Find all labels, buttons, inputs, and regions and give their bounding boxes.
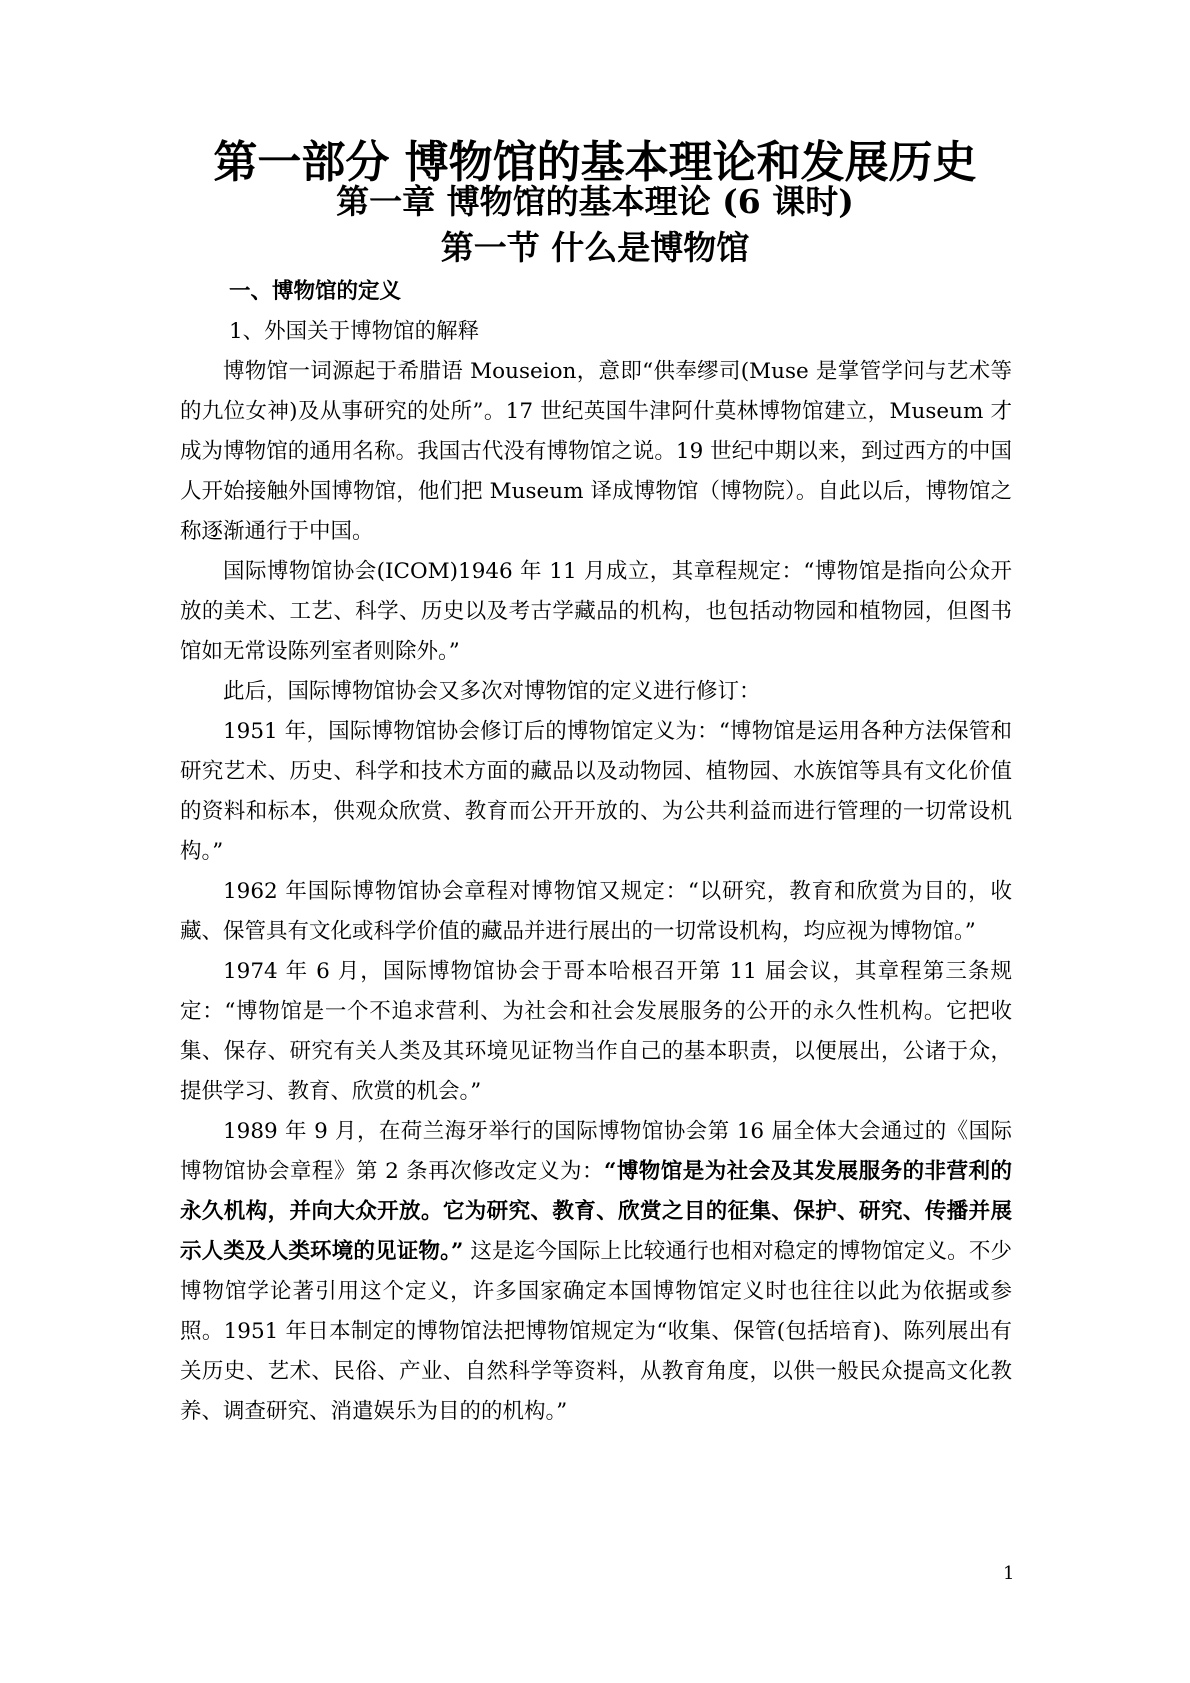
paragraph-1962: 1962 年国际博物馆协会章程对博物馆又规定：“以研究，教育和欣赏为目的，收藏、保管具有文化或科学价值的藏品并进行展出的一切常设机构，均应视为博物馆。” [180,879,1012,944]
paragraph-1974: 1974 年 6 月，国际博物馆协会于哥本哈根召开第 11 届会议，其章程第三条规定：“博物馆是一个不追求营利、为社会和社会发展服务的公开的永久性机构。它把收集、保存、研究有关人类及其环境见证物当作自己的基本职责，以便展出，公诸于众，提供学习、教育、欣赏的机会。” [180,959,1012,1104]
section-title: 第一节 什么是博物馆 [440,228,750,267]
subheading-foreign: 1、外国关于博物馆的解释 [229,319,480,344]
part-title: 第一部分 博物馆的基本理论和发展历史 [213,137,977,188]
paragraph-origin: 博物馆一词源起于希腊语 Mouseion，意即“供奉缪司(Muse 是掌管学问与艺术等的九位女神)及从事研究的处所”。17 世纪英国牛津阿什莫林博物馆建立，Museum 才成为博物馆的通用名称。我国古代没有博物馆之说。19 世纪中期以来，到过西方的中国人开始接触外国博物馆，他们把 Museum 译成博物馆（博物院）。自此以后，博物馆之称逐渐通行于中国。 [180,359,1012,544]
paragraph-1989 [180,1112,1012,1432]
paragraph-icom-1946: 国际博物馆协会(ICOM)1946 年 11 月成立，其章程规定：“博物馆是指向公众开放的美术、工艺、科学、历史以及考古学藏品的机构，也包括动物园和植物园，但图书馆如无常设陈列室者则除外。” [180,559,1012,664]
paragraph-1951: 1951 年，国际博物馆协会修订后的博物馆定义为：“博物馆是运用各种方法保管和研究艺术、历史、科学和技术方面的藏品以及动物园、植物园、水族馆等具有文化价值的资料和标本，供观众欣赏、教育而公开开放的、为公共利益而进行管理的一切常设机构。” [180,719,1012,864]
body-text [180,272,1012,1432]
definition-1989-bold: “博物馆是为社会及其发展服务的非营利的永久机构，并向大众开放。它为研究、教育、欣赏之目的征集、保护、研究、传播并展示人类及人类环境的见证物。” [180,1159,1012,1264]
paragraph-1989-intro: 1989 年 9 月，在荷兰海牙举行的国际博物馆协会第 16 届全体大会通过的《国际博物馆协会章程》第 2 条再次修改定义为： [180,1119,1012,1184]
chapter-title: 第一章 博物馆的基本理论 (6 课时) [336,182,854,221]
paragraph-revisions: 此后，国际博物馆协会又多次对博物馆的定义进行修订： [223,679,761,704]
heading-definition: 一、博物馆的定义 [229,279,402,304]
paragraph-1989-rest: 这是迄今国际上比较通行也相对稳定的博物馆定义。不少博物馆学论著引用这个定义，许多国家确定本国博物馆定义时也往往以此为依据或参照。1951 年日本制定的博物馆法把博物馆规定为“收集、保管(包括培育)、陈列展出有关历史、艺术、民俗、产业、自然科学等资料，从教育角度，以供一般民众提高文化教养、调查研究、消遣娱乐为目的的机构。” [180,1239,1012,1424]
page-number: 1 [1003,1563,1015,1584]
